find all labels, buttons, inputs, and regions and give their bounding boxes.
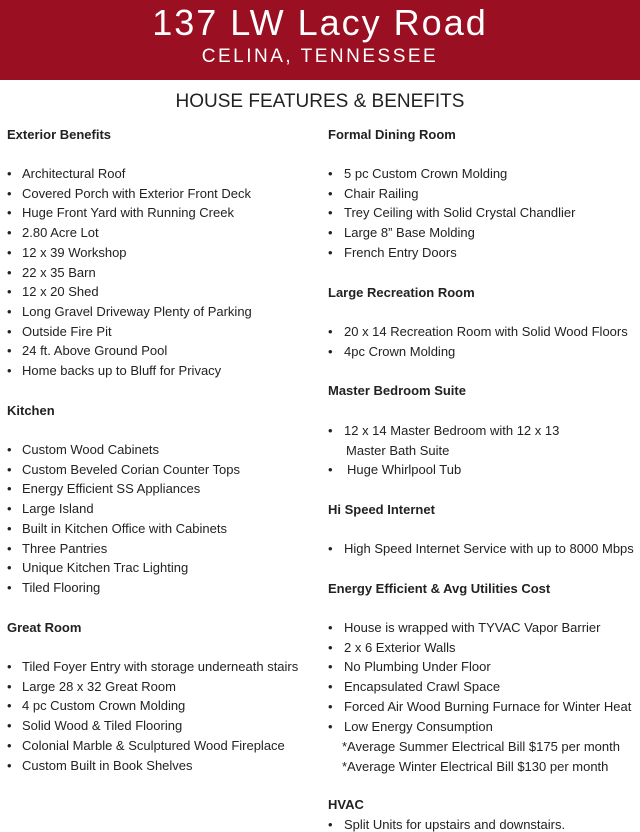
energy-note-winter: *Average Winter Electrical Bill $130 per month [342, 759, 609, 774]
item-text: Three Pantries [22, 540, 108, 556]
item-text: Long Gravel Driveway Plenty of Parking [22, 303, 252, 319]
bullet: • [7, 264, 12, 280]
bullet: • [7, 659, 12, 674]
bullet: • [328, 166, 333, 181]
bullet: • [328, 620, 333, 635]
item-text: Home backs up to Bluff for Privacy [22, 363, 222, 378]
item-text: Architectural Roof [22, 166, 126, 181]
section-title-hvac: HVAC [328, 797, 364, 812]
section-title-internet: Hi Speed Internet [328, 502, 435, 517]
bullet: • [328, 541, 333, 556]
item-text: 12 x 20 Shed [22, 284, 99, 300]
bullet: • [7, 363, 12, 378]
bullet: • [328, 205, 333, 221]
bullet: • [328, 718, 333, 734]
item-text: 24 ft. Above Ground Pool [22, 343, 168, 359]
item-text: Large 28 x 32 Great Room [22, 678, 176, 694]
bullet: • [7, 461, 12, 477]
item-text-continued: Master Bath Suite [346, 443, 450, 458]
bullet: • [328, 817, 333, 832]
item-text: Trey Ceiling with Solid Crystal Chandlier [344, 205, 576, 221]
bullet: • [7, 323, 12, 339]
item-text: Split Units for upstairs and downstairs. [344, 817, 566, 832]
page-heading: HOUSE FEATURES & BENEFITS [175, 91, 465, 112]
property-title: 137 LW Lacy Road [152, 2, 488, 43]
bullet: • [7, 481, 12, 497]
item-text: Solid Wood & Tiled Flooring [22, 718, 183, 734]
bullet: • [7, 284, 12, 300]
item-text: 2.80 Acre Lot [22, 225, 99, 241]
bullet: • [7, 678, 12, 694]
bullet: • [328, 639, 333, 655]
item-text: Tiled Flooring [22, 579, 101, 595]
bullet: • [328, 185, 333, 201]
item-text: Tiled Foyer Entry with storage underneath stairs [22, 659, 299, 674]
item-text: Low Energy Consumption [344, 718, 493, 734]
bullet: • [7, 442, 12, 457]
bullet: • [7, 698, 12, 714]
bullet: • [7, 520, 12, 536]
item-text: Forced Air Wood Burning Furnace for Winter Heat [344, 698, 632, 714]
header-banner [0, 0, 640, 80]
item-text: Custom Built in Book Shelves [22, 757, 193, 773]
item-text: 2 x 6 Exterior Walls [344, 639, 456, 655]
item-text: 5 pc Custom Crown Molding [344, 166, 508, 181]
item-text: Unique Kitchen Trac Lighting [22, 560, 189, 576]
item-text: Encapsulated Crawl Space [344, 679, 501, 695]
item-text: French Entry Doors [344, 244, 457, 260]
item-text: Energy Efficient SS Appliances [22, 481, 201, 497]
section-title-dining: Formal Dining Room [328, 127, 456, 142]
item-text: No Plumbing Under Floor [344, 659, 491, 675]
bullet: • [7, 225, 12, 241]
section-title-master: Master Bedroom Suite [328, 383, 466, 398]
item-text: Covered Porch with Exterior Front Deck [22, 185, 252, 201]
bullet: • [7, 303, 12, 319]
bullet: • [7, 166, 12, 181]
section-title-recreation: Large Recreation Room [328, 285, 475, 300]
bullet: • [7, 757, 12, 773]
bullet: • [328, 698, 333, 714]
bullet: • [7, 560, 12, 576]
bullet: • [328, 225, 333, 241]
bullet: • [7, 718, 12, 734]
bullet: • [7, 737, 12, 753]
property-location: CELINA, TENNESSEE [201, 46, 439, 67]
section-title-energy: Energy Efficient & Avg Utilities Cost [328, 581, 551, 596]
bullet: • [328, 423, 333, 438]
energy-note-summer: *Average Summer Electrical Bill $175 per month [342, 739, 620, 754]
bullet: • [328, 343, 333, 359]
item-text: 12 x 39 Workshop [22, 244, 127, 260]
bullet: • [7, 185, 12, 201]
section-title-kitchen: Kitchen [7, 403, 55, 418]
item-text: Colonial Marble & Sculptured Wood Fireplace [22, 737, 285, 753]
item-text: House is wrapped with TYVAC Vapor Barrier [344, 620, 601, 635]
item-text: 22 x 35 Barn [22, 264, 96, 280]
item-text: 20 x 14 Recreation Room with Solid Wood Floors [344, 324, 628, 339]
bullet: • [328, 324, 333, 339]
item-text: 4pc Crown Molding [344, 343, 456, 359]
item-text: Built in Kitchen Office with Cabinets [22, 520, 227, 536]
item-text: Huge Whirlpool Tub [347, 462, 462, 477]
bullet: • [7, 205, 12, 221]
bullet: • [328, 462, 333, 477]
bullet: • [7, 501, 12, 517]
item-text: 4 pc Custom Crown Molding [22, 698, 186, 714]
item-text: Custom Beveled Corian Counter Tops [22, 461, 240, 477]
bullet: • [7, 579, 12, 595]
item-text: Chair Railing [344, 185, 419, 201]
bullet: • [328, 244, 333, 260]
item-text: 12 x 14 Master Bedroom with 12 x 13 [344, 423, 560, 438]
section-title-exterior: Exterior Benefits [7, 127, 112, 142]
item-text: Large 8” Base Molding [344, 225, 475, 241]
section-title-great-room: Great Room [7, 620, 82, 635]
item-text: Outside Fire Pit [22, 323, 112, 339]
bullet: • [328, 659, 333, 675]
bullet: • [7, 343, 12, 359]
item-text: Custom Wood Cabinets [22, 442, 160, 457]
bullet: • [7, 540, 12, 556]
bullet: • [328, 679, 333, 695]
item-text: Huge Front Yard with Running Creek [22, 205, 234, 221]
item-text: Large Island [22, 501, 94, 517]
item-text: High Speed Internet Service with up to 8000 Mbps [344, 541, 634, 556]
bullet: • [7, 244, 12, 260]
